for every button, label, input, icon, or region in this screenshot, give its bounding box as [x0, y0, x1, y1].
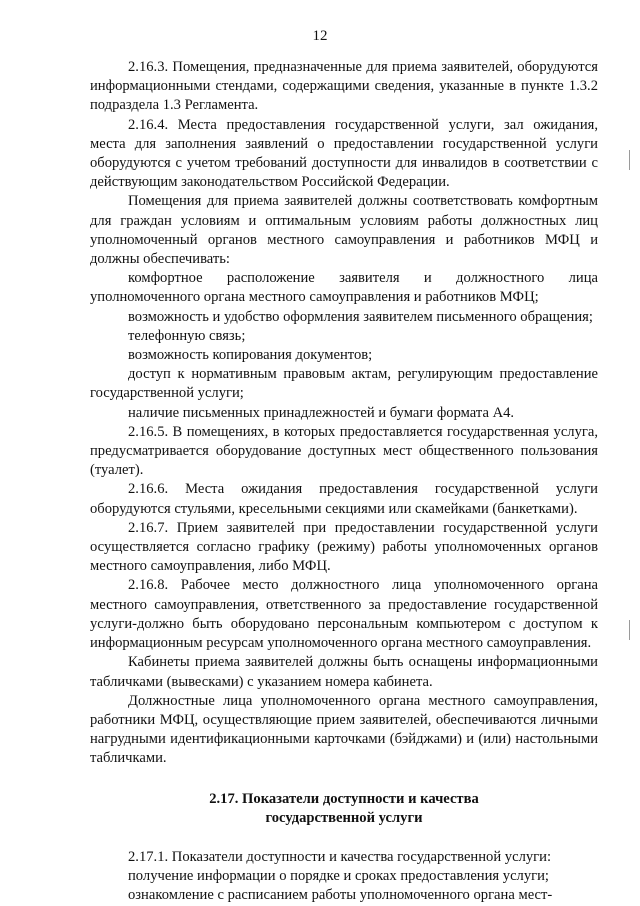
paragraph-2-16-8: 2.16.8. Рабочее место должностного лица уполномоченного органа местного самоуправления, ответственного за предоставление государственной услуги-должно быть оборудовано персональным компьютером с доступом к информационным ресурсам уполномоченного органа местного самоуправления. [90, 577, 598, 652]
paragraph-2-16-6: 2.16.6. Места ожидания предоставления государственной услуги оборудуются стульями, кресельными секциями или скамейками (банкетками). [90, 481, 598, 517]
paragraph-2-16-7: 2.16.7. Прием заявителей при предоставлении государственной услуги осуществляется согласно графику (режиму) работы уполномоченных органов местного самоуправления, либо МФЦ. [90, 519, 598, 575]
paragraph-2-17-1: 2.17.1. Показатели доступности и качества государственной услуги: [128, 848, 552, 865]
paragraph-2-16-4: 2.16.4. Места предоставления государственной услуги, зал ожидания, места для заполнения заявлений о предоставлении государственной услуги оборудуются с учетом требований доступности для инвалидов в соответствии с действующим законодательством Российской Федерации. [90, 116, 598, 191]
scan-edge-mark [629, 150, 630, 170]
section-heading [90, 790, 598, 828]
section-heading-line1: 2.17. Показатели доступности и качества [209, 790, 479, 807]
list-item-phone: телефонную связь; [128, 327, 246, 344]
document-body [90, 58, 598, 906]
scan-edge-mark [629, 620, 630, 640]
paragraph-2-16-3: 2.16.3. Помещения, предназначенные для приема заявителей, оборудуются информационными стендами, содержащими сведения, указанные в пункте 1.3.2 подраздела 1.3 Регламента. [90, 59, 598, 114]
list-item-info-procedure: получение информации о порядке и сроках предоставления услуги; [128, 868, 549, 885]
list-item-legal-acts: доступ к нормативным правовым актам, регулирующим предоставление государственной услуги; [90, 366, 598, 402]
list-item-comfortable-placement: комфортное расположение заявителя и должностного лица уполномоченного органа местного самоуправления и работников МФЦ; [90, 270, 598, 306]
paragraph-2-16-5: 2.16.5. В помещениях, в которых предоставляется государственная услуга, предусматривается оборудование доступных мест общественного пользования (туалет). [90, 423, 598, 479]
paragraph-office-signs: Кабинеты приема заявителей должны быть оснащены информационными табличками (вывесками) с указанием номера кабинета. [90, 654, 598, 690]
list-item-schedule: ознакомление с расписанием работы уполномоченного органа мест- [128, 887, 553, 904]
list-item-written-request: возможность и удобство оформления заявителем письменного обращения; [128, 308, 593, 325]
paragraph-badges: Должностные лица уполномоченного органа местного самоуправления, работники МФЦ, осуществляющие прием заявителей, обеспечиваются личными нагрудными идентификационными карточками (бэйджами) и (или) настольными табличками. [90, 692, 598, 767]
list-item-copying: возможность копирования документов; [128, 347, 373, 364]
section-heading-line2: государственной услуги [265, 809, 423, 826]
page-number: 12 [312, 28, 328, 44]
paragraph-premises-requirements: Помещения для приема заявителей должны соответствовать комфортным для граждан условиям и оптимальным условиям работы должностных лиц уполномоченный органов местного самоуправления и работников МФЦ и должны обеспечивать: [90, 193, 598, 268]
list-item-stationery: наличие письменных принадлежностей и бумаги формата А4. [128, 404, 515, 421]
